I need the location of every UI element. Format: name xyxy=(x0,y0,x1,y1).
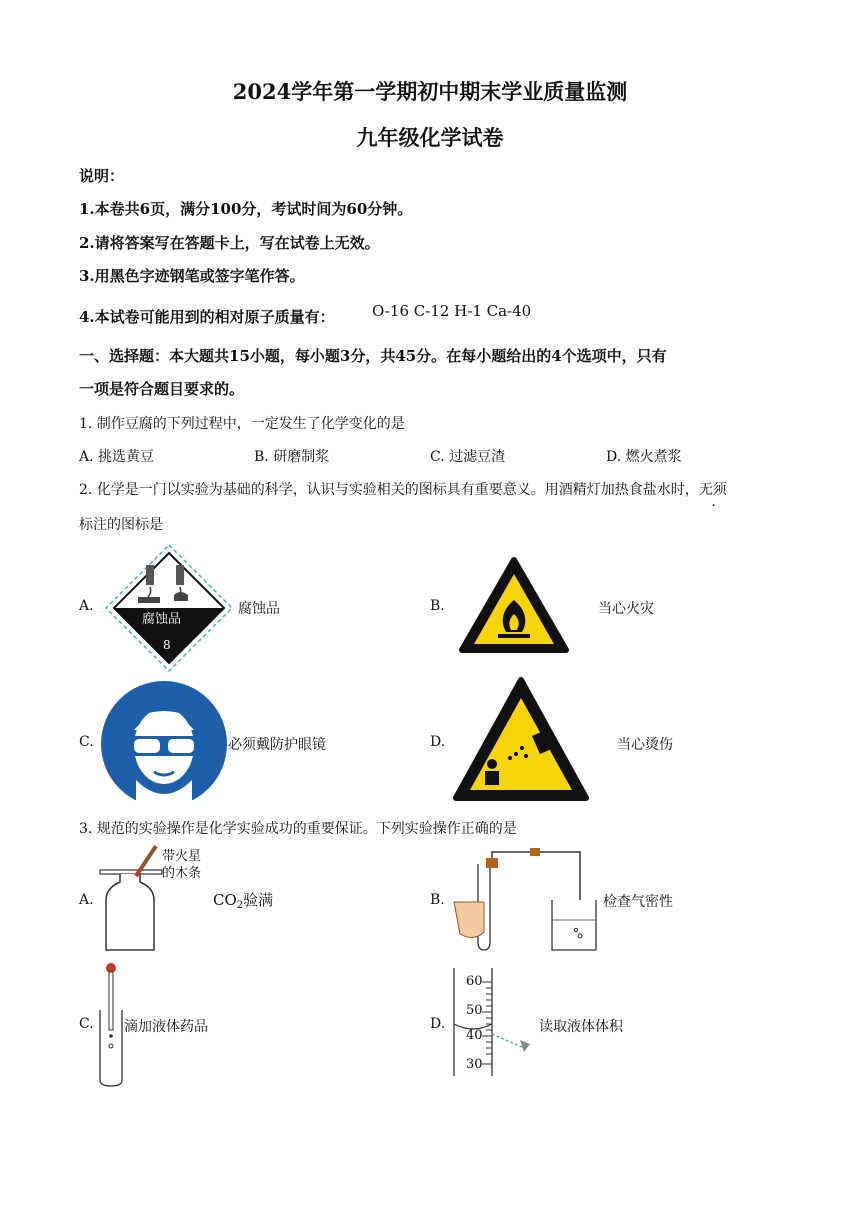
q2-option-c-caption: 必须戴防护眼镜 xyxy=(228,737,326,753)
instruction-item-1: 1.本卷共6页，满分100分，考试时间为60分钟。 xyxy=(79,200,413,218)
question-2-stem: 2. 化学是一门以实验为基础的科学，认识与实验相关的图标具有重要意义。用酒精灯加热食盐水时，无须 xyxy=(79,482,727,498)
burn-warning-icon xyxy=(452,676,590,804)
splint-label-line1: 带火星 xyxy=(162,849,202,864)
q1-option-b[interactable]: B. 研磨制浆 xyxy=(254,449,330,465)
q2-option-b-caption: 当心火灾 xyxy=(598,601,654,617)
q2-option-d-caption: 当心烫伤 xyxy=(617,737,673,753)
goggles-required-icon xyxy=(100,680,228,808)
q3-option-d-letter[interactable]: D. xyxy=(430,1016,446,1032)
q3-option-c-caption: 滴加液体药品 xyxy=(124,1019,208,1035)
exam-subtitle: 九年级化学试卷 xyxy=(356,125,504,150)
q3-option-b-letter[interactable]: B. xyxy=(430,892,445,908)
q3-option-c-letter[interactable]: C. xyxy=(79,1016,94,1032)
q2-option-d-letter[interactable]: D. xyxy=(430,734,446,750)
scale-mark-40: 40 xyxy=(466,1028,483,1043)
q2-option-a-letter[interactable]: A. xyxy=(79,598,94,614)
instructions-heading: 说明： xyxy=(79,167,125,185)
scale-mark-60: 60 xyxy=(466,974,483,989)
q2-option-a-caption: 腐蚀品 xyxy=(238,601,280,617)
scale-mark-50: 50 xyxy=(466,1003,483,1018)
exam-title: 2024学年第一学期初中期末学业质量监测 xyxy=(232,79,628,104)
graduated-cylinder-figure xyxy=(448,968,548,1080)
scale-mark-30: 30 xyxy=(466,1057,483,1072)
corrosive-sign-text: 腐蚀品 xyxy=(142,612,182,627)
q2-option-c-letter[interactable]: C. xyxy=(79,734,94,750)
instruction-item-2: 2.请将答案写在答题卡上，写在试卷上无效。 xyxy=(79,234,380,252)
q3-option-a-caption: $CO_2$验满 xyxy=(213,891,274,911)
atomic-masses: O-16 C-12 H-1 Ca-40 xyxy=(372,302,532,320)
q1-option-c[interactable]: C. 过滤豆渣 xyxy=(430,449,506,465)
q3-option-a-letter[interactable]: A. xyxy=(79,892,94,908)
dropper-figure xyxy=(98,962,124,1088)
splint-label-line2: 的木条 xyxy=(162,866,202,881)
section-heading: 一、选择题：本大题共15小题，每小题3分，共45分。在每小题给出的4个选项中，只有 xyxy=(79,347,667,365)
fire-warning-icon xyxy=(458,556,570,654)
question-3-stem: 3. 规范的实验操作是化学实验成功的重要保证。下列实验操作正确的是 xyxy=(79,821,517,837)
q2-option-b-letter[interactable]: B. xyxy=(430,598,445,614)
question-2-stem-cont: 标注的图标是 xyxy=(79,517,163,533)
q1-option-d[interactable]: D. 燃火煮浆 xyxy=(606,449,682,465)
emphasis-text: 无须 xyxy=(698,482,727,498)
question-1-stem: 1. 制作豆腐的下列过程中，一定发生了化学变化的是 xyxy=(79,416,405,432)
corrosive-sign-number: 8 xyxy=(163,638,171,652)
q3-option-d-caption: 读取液体体积 xyxy=(539,1019,623,1035)
instruction-item-4: 4.本试卷可能用到的相对原子质量有： xyxy=(79,308,335,326)
section-heading-cont: 一项是符合题目要求的。 xyxy=(79,380,245,398)
q1-option-a[interactable]: A. 挑选黄豆 xyxy=(79,449,155,465)
airtightness-figure xyxy=(450,842,600,954)
instruction-item-3: 3.用黑色字迹钢笔或签字笔作答。 xyxy=(79,267,305,285)
q3-option-b-caption: 检查气密性 xyxy=(603,894,673,910)
